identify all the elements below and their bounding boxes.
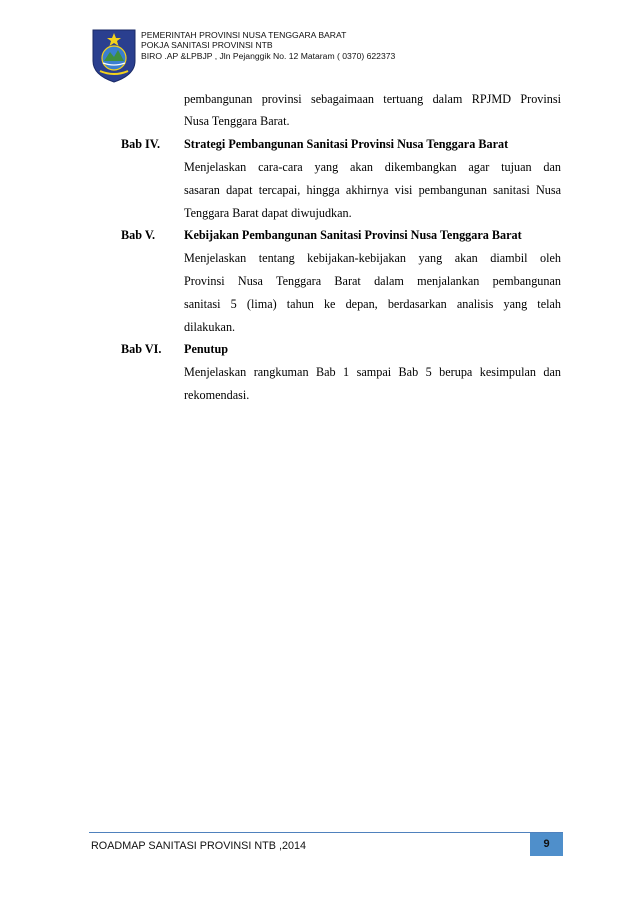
page-number: 9	[543, 838, 550, 850]
chapter-text-line: dilakukan.	[184, 320, 236, 334]
page-number-box	[530, 833, 563, 856]
provincial-crest-icon	[91, 27, 137, 83]
chapter-text-line: Menjelaskan rangkuman Bab 1 sampai Bab 5 berupa kesimpulan dan	[184, 365, 561, 379]
chapter-text-line: Tenggara Barat dapat diwujudkan.	[184, 206, 352, 220]
intro-line: pembangunan provinsi sebagaimaan tertuang dalam RPJMD Provinsi	[184, 92, 561, 106]
chapter-label: Bab IV.	[121, 137, 161, 151]
chapter-title: Kebijakan Pembangunan Sanitasi Provinsi Nusa Tenggara Barat	[184, 228, 522, 242]
chapter-text-line: sanitasi 5 (lima) tahun ke depan, berdasarkan analisis yang telah	[184, 297, 561, 311]
org-line-1: PEMERINTAH PROVINSI NUSA TENGGARA BARAT	[141, 30, 347, 40]
chapter-label: Bab V.	[121, 228, 156, 242]
org-line-3: BIRO .AP &LPBJP , Jln Pejanggik No. 12 Mataram ( 0370) 622373	[141, 50, 396, 61]
footer-title: ROADMAP SANITASI PROVINSI NTB ,2014	[91, 840, 306, 852]
intro-line: Nusa Tenggara Barat.	[184, 114, 290, 128]
chapter-text-line: Provinsi Nusa Tenggara Barat dalam menjalankan pembangunan	[184, 274, 561, 288]
chapter-title: Penutup	[184, 342, 229, 356]
chapter-title: Strategi Pembangunan Sanitasi Provinsi Nusa Tenggara Barat	[184, 137, 509, 151]
org-line-2: POKJA SANITASI PROVINSI NTB	[141, 40, 273, 51]
chapter-text-line: Menjelaskan cara-cara yang akan dikembangkan agar tujuan dan	[184, 160, 561, 174]
chapter-text-line: sasaran dapat tercapai, hingga akhirnya visi pembangunan sanitasi Nusa	[184, 183, 561, 197]
chapter-text-line: rekomendasi.	[184, 388, 250, 402]
chapter-label: Bab VI.	[121, 342, 162, 356]
footer-divider	[89, 832, 563, 833]
chapter-text-line: Menjelaskan tentang kebijakan-kebijakan yang akan diambil oleh	[184, 251, 561, 265]
organization-header	[141, 30, 395, 61]
